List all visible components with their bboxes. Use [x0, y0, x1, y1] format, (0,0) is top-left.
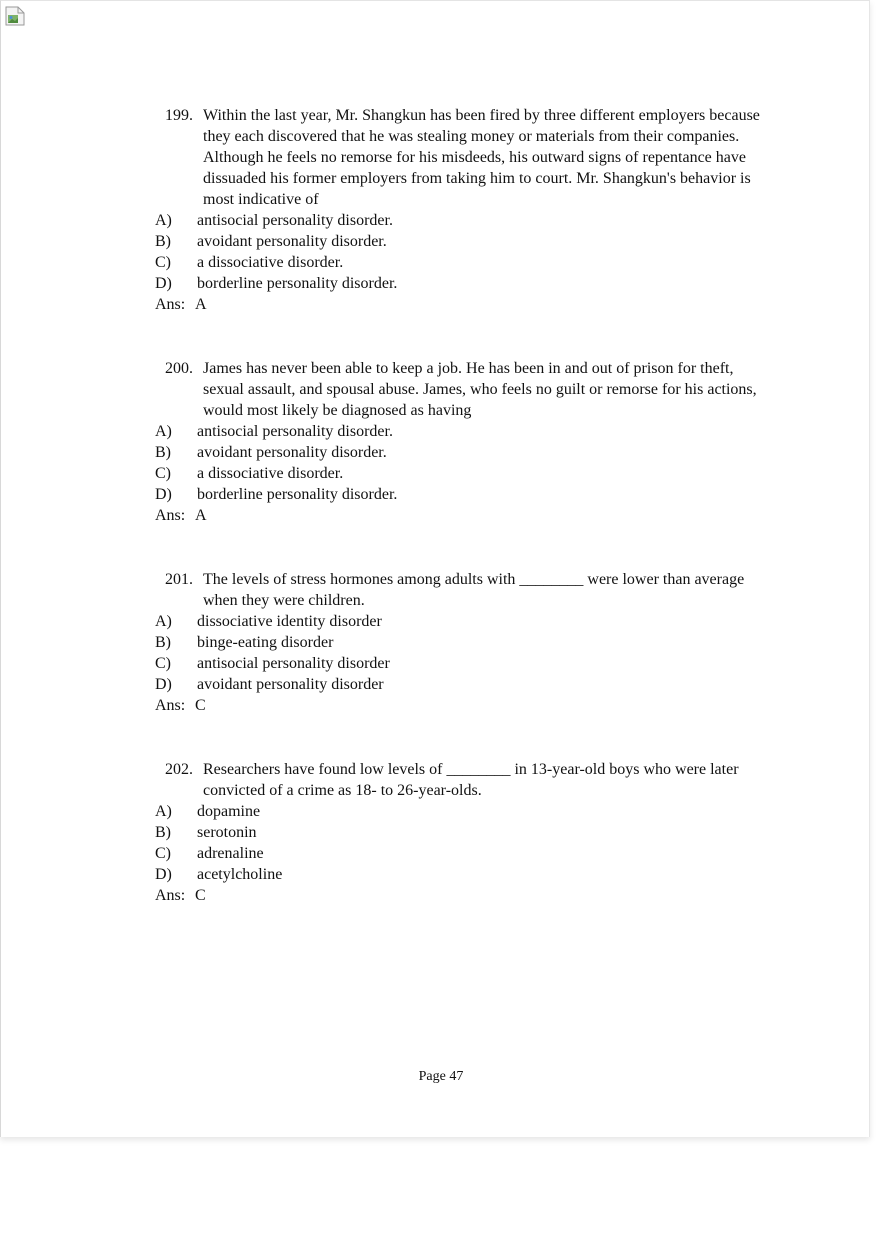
question-text: James has never been able to keep a job. He has been in and out of prison for theft, sexual assault, and spousal abuse. James, who feels no guilt or remorse for his actions, would most likely be diagnosed as having	[203, 360, 757, 419]
option-text: a dissociative disorder.	[197, 254, 344, 271]
option-letter: D)	[155, 676, 172, 693]
option-d	[155, 484, 775, 505]
answer-label: Ans:	[155, 887, 186, 904]
option-c	[155, 463, 775, 484]
option-letter: B)	[155, 444, 171, 461]
option-text: borderline personality disorder.	[197, 486, 398, 503]
option-letter: C)	[155, 465, 171, 482]
question-number: 202.	[165, 761, 193, 778]
option-text: adrenaline	[197, 845, 264, 862]
option-text: borderline personality disorder.	[197, 275, 398, 292]
answer-line	[155, 695, 775, 716]
question-number: 201.	[165, 571, 193, 588]
option-letter: C)	[155, 655, 171, 672]
question-text: The levels of stress hormones among adults with ________ were lower than average when they were children.	[203, 571, 745, 609]
option-letter: A)	[155, 423, 172, 440]
answer-line	[155, 885, 775, 906]
option-text: dissociative identity disorder	[197, 613, 382, 630]
option-letter: B)	[155, 824, 171, 841]
answer-label: Ans:	[155, 697, 186, 714]
option-text: antisocial personality disorder.	[197, 423, 393, 440]
option-letter: C)	[155, 845, 171, 862]
question-199	[155, 105, 775, 315]
question-number: 200.	[165, 360, 193, 377]
question-stem	[155, 358, 775, 421]
option-letter: A)	[155, 212, 172, 229]
option-d	[155, 674, 775, 695]
question-text: Within the last year, Mr. Shangkun has been fired by three different employers because they each discovered that he was stealing money or materials from their companies. Although he feels no remorse for his misdeeds, his outward signs of repentance have dissuaded his former employers from taking him to court. Mr. Shangkun's behavior is most indicative of	[203, 107, 760, 208]
question-stem	[155, 569, 775, 611]
option-c	[155, 843, 775, 864]
question-stem	[155, 105, 775, 210]
option-letter: C)	[155, 254, 171, 271]
option-d	[155, 864, 775, 885]
option-a	[155, 210, 775, 231]
option-letter: A)	[155, 803, 172, 820]
option-text: avoidant personality disorder.	[197, 233, 387, 250]
option-b	[155, 442, 775, 463]
answer-line	[155, 294, 775, 315]
option-a	[155, 801, 775, 822]
option-letter: B)	[155, 233, 171, 250]
answer-value: C	[195, 697, 206, 714]
broken-image-icon	[4, 5, 26, 27]
question-text: Researchers have found low levels of ________ in 13-year-old boys who were later convicted of a crime as 18- to 26-year-olds.	[203, 761, 739, 799]
option-text: avoidant personality disorder.	[197, 444, 387, 461]
option-letter: A)	[155, 613, 172, 630]
option-b	[155, 231, 775, 252]
option-a	[155, 611, 775, 632]
option-c	[155, 252, 775, 273]
option-text: antisocial personality disorder	[197, 655, 390, 672]
question-number: 199.	[165, 107, 193, 124]
question-stem	[155, 759, 775, 801]
answer-value: A	[195, 507, 207, 524]
option-text: antisocial personality disorder.	[197, 212, 393, 229]
question-201	[155, 569, 775, 716]
answer-label: Ans:	[155, 296, 186, 313]
option-b	[155, 822, 775, 843]
option-text: a dissociative disorder.	[197, 465, 344, 482]
option-text: serotonin	[197, 824, 257, 841]
answer-value: A	[195, 296, 207, 313]
page-number: Page 47	[418, 1069, 464, 1084]
option-letter: D)	[155, 275, 172, 292]
option-a	[155, 421, 775, 442]
option-letter: B)	[155, 634, 171, 651]
option-letter: D)	[155, 866, 172, 883]
option-text: acetylcholine	[197, 866, 283, 883]
question-200	[155, 358, 775, 526]
option-text: dopamine	[197, 803, 261, 820]
option-letter: D)	[155, 486, 172, 503]
answer-value: C	[195, 887, 206, 904]
option-d	[155, 273, 775, 294]
option-text: avoidant personality disorder	[197, 676, 384, 693]
option-c	[155, 653, 775, 674]
answer-line	[155, 505, 775, 526]
question-202	[155, 759, 775, 906]
option-text: binge-eating disorder	[197, 634, 334, 651]
option-b	[155, 632, 775, 653]
answer-label: Ans:	[155, 507, 186, 524]
